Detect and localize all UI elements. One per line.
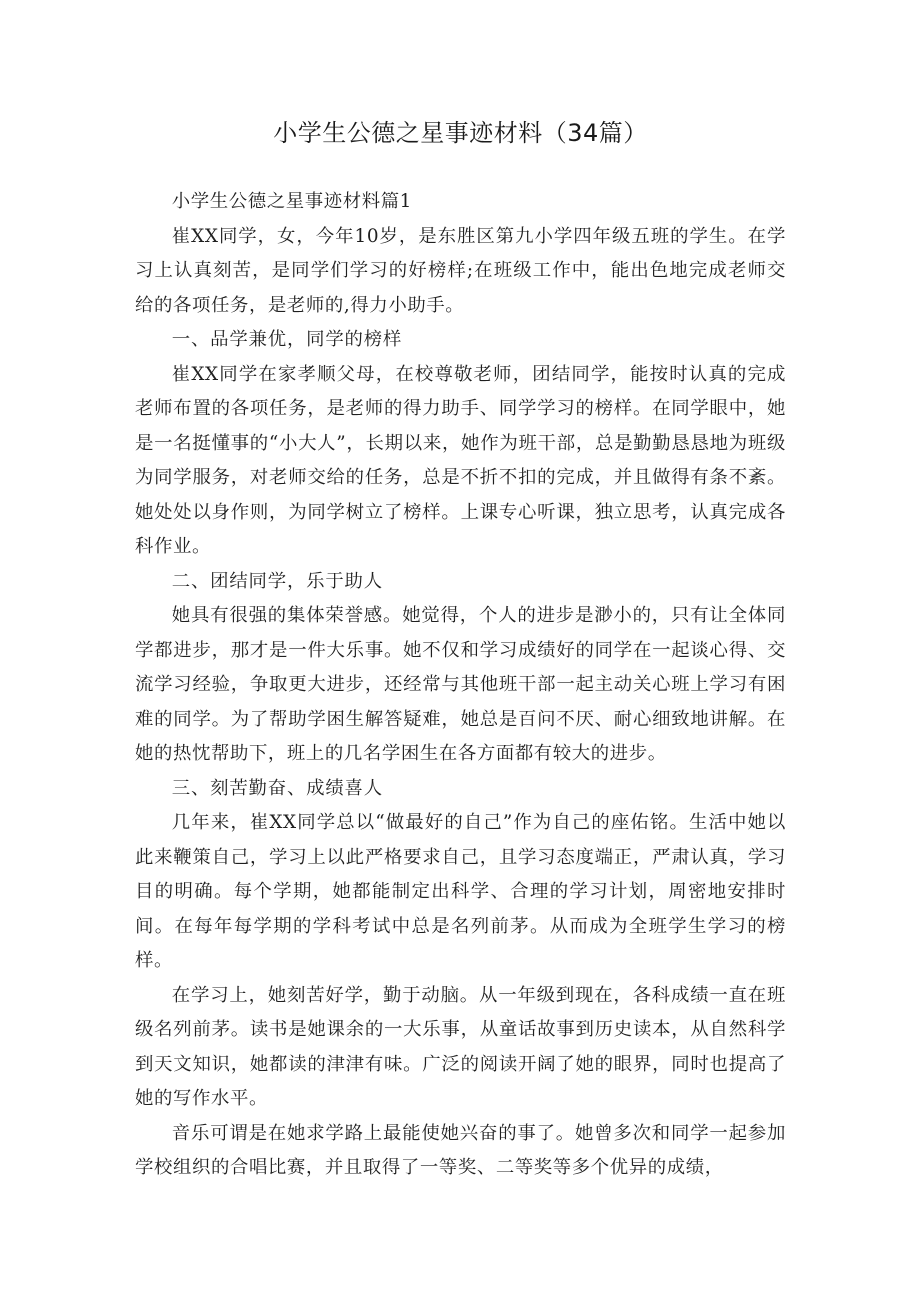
section-title: 小学生公德之星事迹材料篇1 — [171, 191, 412, 212]
body-paragraph: 在学习上，她刻苦好学，勤于动脑。从一年级到现在，各科成绩一直在班级名列前茅。读书是她课余的一大乐事，从童话故事到历史读本，从自然科学到天文知识，她都读的津津有味。广泛的阅读开阔了她的眼界，同时也提高了她的写作水平。 — [135, 984, 786, 1109]
body-paragraph: 几年来，崔XX同学总以“做最好的自己”作为自己的座佑铭。生活中她以此来鞭策自己，学习上以此严格要求自己，且学习态度端正，严肃认真，学习目的明确。每个学期，她都能制定出科学、合理的学习计划，周密地安排时间。在每年每学期的学科考试中总是名列前茅。从而成为全班学生学习的榜样。 — [135, 812, 786, 971]
section-heading: 三、刻苦勤奋、成绩喜人 — [171, 777, 383, 799]
section-heading: 一、品学兼优，同学的榜样 — [171, 329, 403, 350]
document-title: 小学生公德之星事迹材料（34篇） — [273, 119, 648, 147]
body-paragraph: 崔XX同学，女，今年10岁，是东胜区第九小学四年级五班的学生。在学习上认真刻苦，是同学们学习的好榜样;在班级工作中，能出色地完成老师交给的各项任务，是老师的,得力小助手。 — [135, 225, 786, 316]
document-body — [135, 185, 786, 1186]
body-paragraph: 她具有很强的集体荣誉感。她觉得，个人的进步是渺小的，只有让全体同学都进步，那才是一件大乐事。她不仅和学习成绩好的同学在一起谈心得、交流学习经验，争取更大进步，还经常与其他班干部一起主动关心班上学习有困难的同学。为了帮助学困生解答疑难，她总是百问不厌、耐心细致地讲解。在她的热忱帮助下，班上的几名学困生在各方面都有较大的进步。 — [135, 605, 786, 764]
body-paragraph: 崔XX同学在家孝顺父母，在校尊敬老师，团结同学，能按时认真的完成老师布置的各项任务，是老师的得力助手、同学学习的榜样。在同学眼中，她是一名挺懂事的“小大人”，长期以来，她作为班干部，总是勤勤恳恳地为班级为同学服务，对老师交给的任务，总是不折不扣的完成，并且做得有条不紊。她处处以身作则，为同学树立了榜样。上课专心听课，独立思考，认真完成各科作业。 — [135, 363, 786, 557]
section-heading: 二、团结同学，乐于助人 — [171, 570, 383, 592]
body-paragraph: 音乐可谓是在她求学路上最能使她兴奋的事了。她曾多次和同学一起参加学校组织的合唱比赛，并且取得了一等奖、二等奖等多个优异的成绩， — [135, 1122, 786, 1178]
